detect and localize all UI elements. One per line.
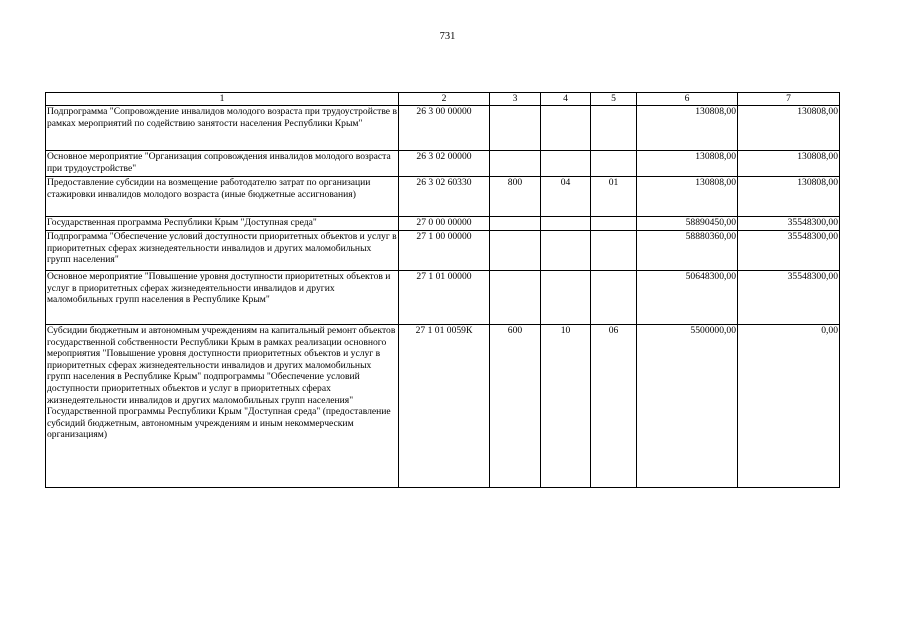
row-name: Подпрограмма "Сопровождение инвалидов молодого возраста при трудоустройстве в рамках мероприятий по содействию занятости населения Республики Крым" xyxy=(46,106,399,151)
budget-table xyxy=(45,92,840,488)
row-expense-type: 600 xyxy=(490,325,541,488)
row-sum-1: 130808,00 xyxy=(637,106,738,151)
row-section xyxy=(541,106,591,151)
row-target-code: 27 1 01 00000 xyxy=(399,271,490,325)
row-sum-2: 0,00 xyxy=(738,325,840,488)
row-sum-1: 130808,00 xyxy=(637,151,738,177)
row-expense-type xyxy=(490,106,541,151)
row-target-code: 27 0 00 00000 xyxy=(399,217,490,231)
table-row xyxy=(46,106,840,151)
row-target-code: 26 3 02 60330 xyxy=(399,177,490,217)
row-sum-1: 58890450,00 xyxy=(637,217,738,231)
page-number: 731 xyxy=(439,31,456,42)
row-name: Субсидии бюджетным и автономным учреждениям на капитальный ремонт объектов государственной собственности Республики Крым в рамках реализации основного мероприятия "Повышение уровня доступности приоритетных объектов и услуг в приоритетных сферах жизнедеятельности инвалидов и других маломобильных групп населения в Республике Крым" подпрограммы "Обеспечение условий доступности приоритетных объектов и услуг в приоритетных сферах жизнедеятельности инвалидов и других маломобильных групп населения" Государственной программы Республики Крым "Доступная среда" (предоставление субсидий бюджетным, автономным учреждениям и иным некоммерческим организациям) xyxy=(46,325,399,488)
row-name: Государственная программа Республики Крым "Доступная среда" xyxy=(46,217,399,231)
row-expense-type xyxy=(490,271,541,325)
row-section: 04 xyxy=(541,177,591,217)
row-section: 10 xyxy=(541,325,591,488)
row-target-code: 26 3 00 00000 xyxy=(399,106,490,151)
column-header-7: 7 xyxy=(738,93,840,106)
row-target-code: 26 3 02 00000 xyxy=(399,151,490,177)
row-sum-1: 50648300,00 xyxy=(637,271,738,325)
row-expense-type: 800 xyxy=(490,177,541,217)
row-subsection xyxy=(591,151,637,177)
table-header-row xyxy=(46,93,840,106)
row-section xyxy=(541,271,591,325)
table-row xyxy=(46,177,840,217)
row-sum-2: 35548300,00 xyxy=(738,217,840,231)
row-sum-2: 130808,00 xyxy=(738,106,840,151)
row-sum-1: 130808,00 xyxy=(637,177,738,217)
column-header-2: 2 xyxy=(399,93,490,106)
row-subsection xyxy=(591,106,637,151)
column-header-4: 4 xyxy=(541,93,591,106)
table-row xyxy=(46,231,840,271)
table-row xyxy=(46,325,840,488)
row-sum-1: 5500000,00 xyxy=(637,325,738,488)
row-section xyxy=(541,151,591,177)
column-header-6: 6 xyxy=(637,93,738,106)
row-subsection xyxy=(591,217,637,231)
row-section xyxy=(541,217,591,231)
row-sum-2: 35548300,00 xyxy=(738,271,840,325)
column-header-3: 3 xyxy=(490,93,541,106)
row-sum-2: 130808,00 xyxy=(738,177,840,217)
row-name: Предоставление субсидии на возмещение работодателю затрат по организации стажировки инвалидов молодого возраста (иные бюджетные ассигнования) xyxy=(46,177,399,217)
row-target-code: 27 1 01 0059К xyxy=(399,325,490,488)
row-subsection: 01 xyxy=(591,177,637,217)
row-name: Основное мероприятие "Повышение уровня доступности приоритетных объектов и услуг в приоритетных сферах жизнедеятельности инвалидов и других маломобильных групп населения в Республике Крым" xyxy=(46,271,399,325)
row-subsection xyxy=(591,231,637,271)
row-expense-type xyxy=(490,217,541,231)
row-sum-2: 130808,00 xyxy=(738,151,840,177)
row-expense-type xyxy=(490,231,541,271)
table-row xyxy=(46,151,840,177)
row-expense-type xyxy=(490,151,541,177)
row-name: Подпрограмма "Обеспечение условий доступности приоритетных объектов и услуг в приоритетных сферах жизнедеятельности инвалидов и других маломобильных групп населения" xyxy=(46,231,399,271)
table-row xyxy=(46,271,840,325)
row-target-code: 27 1 00 00000 xyxy=(399,231,490,271)
row-subsection: 06 xyxy=(591,325,637,488)
row-section xyxy=(541,231,591,271)
column-header-1: 1 xyxy=(46,93,399,106)
column-header-5: 5 xyxy=(591,93,637,106)
row-sum-1: 58880360,00 xyxy=(637,231,738,271)
row-sum-2: 35548300,00 xyxy=(738,231,840,271)
row-name: Основное мероприятие "Организация сопровождения инвалидов молодого возраста при трудоустройстве" xyxy=(46,151,399,177)
table-row xyxy=(46,217,840,231)
row-subsection xyxy=(591,271,637,325)
